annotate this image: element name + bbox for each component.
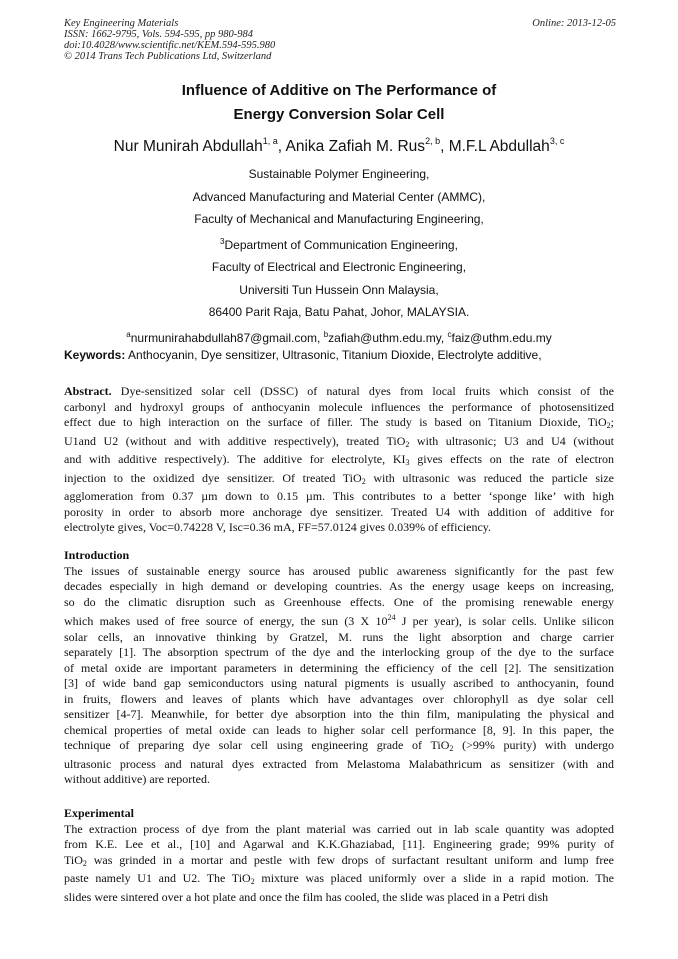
email-address[interactable]: nurmunirahabdullah87@gmail.com, (130, 330, 321, 345)
abstract-line: Abstract. Dye-sensitized solar cell (DSSC) of natural dyes from local fruits which consist of the (64, 384, 614, 398)
keywords (64, 348, 624, 362)
experimental-heading: Experimental (64, 806, 134, 820)
abstract-line: U1and U2 (without and with additive respectively), treated TiO$_2$ with ultrasonic; U3 and U4 (without (64, 433, 614, 449)
introduction-heading: Introduction (64, 548, 130, 562)
introduction-line: of metal oxide are important parameters in determining the efficiency of the cell [2]. The sensitization (64, 660, 614, 675)
introduction-line: in fruits, flowers and leaves of plants which have advantages over chlorophyll as dye solar cell (64, 691, 614, 706)
abstract-line: injection to the oxidized dye sensitizer. Of treated TiO$_2$ with ultrasonic was reduced the particle size (64, 470, 614, 486)
journal-header (64, 18, 616, 62)
abstract-line: electrolyte gives, Voc=0.74228 V, Isc=0.36 mA, FF=57.0124 gives 0.039% of efficiency. (64, 520, 492, 534)
issn-line: ISSN: 1662-9795, Vols. 594-595, pp 980-984 (64, 29, 253, 40)
affiliation-line: Advanced Manufacturing and Material Center (AMMC), (192, 189, 486, 204)
email-address[interactable]: zafiah@uthm.edu.my, (328, 330, 445, 345)
email-address[interactable]: faiz@uthm.edu.my (451, 330, 552, 345)
affiliation-text: Department of Communication Engineering, (224, 237, 458, 252)
introduction-line: decades especially in high demand or developing countries. As the energy usage keeps on increasing, (64, 579, 614, 593)
abstract-line: and with additive respectively). The additive for electrolyte, $KI_3$ gives effects on the rate of electron (64, 452, 614, 467)
author-sup: 1, a (262, 136, 278, 146)
author-name: Anika Zafiah M. Rus (285, 138, 426, 155)
abstract-section (64, 384, 614, 536)
introduction-line: [3] of wide band gap semiconductors using natural pigments is usually ascribed to anthocyanin, found (64, 676, 614, 690)
introduction-line: separately [1]. The absorption spectrum of the dye and the interlocking group of the dye to the surface (64, 645, 614, 659)
experimental-line: paste namely U1 and U2. The TiO$_2$ mixture was placed uniformly over a slide in a rapid motion. The (64, 871, 614, 886)
online-date: Online: 2013-12-05 (532, 18, 616, 29)
experimental-line: The extraction process of dye from the plant material was carried out in lab scale quantity was adopted (64, 821, 614, 836)
abstract-line: carbonyl and hydroxyl groups of anthocyanin molecule influences the performance of photosensitized (64, 399, 614, 414)
affiliation-line: Faculty of Electrical and Electronic Engineering, (211, 260, 467, 274)
affiliation-block (0, 163, 678, 349)
abstract-line: porosity in order to absorb more anchorage dye sensitizer. Treated U4 with addition of additive for (64, 504, 614, 519)
introduction-line: which makes used of free source of energy, the sun (3 X $10^{24}$ J per year), is solar cells. Unlike silicon (64, 613, 615, 628)
email-sup: a (126, 329, 131, 339)
introduction-line: technique of preparing dye solar cell using engineering grade of TiO$_2$ (>99% purity) with undergo (64, 738, 615, 753)
introduction-line: without additive) are reported. (64, 772, 210, 786)
abstract-line: effect due to high interaction on the surface of filler. The study is based on Titanium Dioxide, TiO$_2$; (64, 415, 614, 430)
author-list: Nur Munirah Abdullah$^{1, a}$, Anika Zafiah M. Rus$^{2, b}$, M.F.L Abdullah$^{3, c}$ (113, 136, 565, 155)
abstract-line: agglomeration from 0.37 µm down to 0.15 µm. This contributes to a better ‘sponge like’ with high (64, 489, 614, 503)
introduction-line: The issues of sustainable energy source has aroused public awareness significantly for the past few (64, 563, 614, 578)
email-sup: c (447, 329, 452, 339)
abstract-label: Abstract. (64, 384, 121, 398)
email-sup: b (323, 329, 329, 339)
introduction-line: solar cells, an innovative thinking by Gratzel, M. runs the light absorption and charge carrier (64, 629, 614, 644)
paper-title-line-1: Influence of Additive on The Performance of (181, 82, 497, 99)
author-sup: 3, c (549, 136, 565, 146)
introduction-line: sensitizer [4-7]. Meanwhile, for better dye absorption into the thin film, manipulating the physical and (64, 707, 614, 721)
affiliation-sup: 3 (220, 236, 225, 246)
keywords-text: Anthocyanin, Dye sensitizer, Ultrasonic, Titanium Dioxide, Electrolyte additive, (128, 348, 542, 362)
experimental-line: TiO$_2$ was grinded in a mortar and pestle with few drops of surfactant resultant uniform and lump free (64, 852, 614, 868)
doi-line: doi:10.4028/www.scientific.net/KEM.594-595.980 (64, 40, 276, 51)
author-sup: 2, b (425, 136, 441, 146)
author-name: Nur Munirah Abdullah (113, 138, 263, 155)
email-line (0, 324, 678, 350)
author-name: M.F.L Abdullah (448, 138, 550, 155)
keywords-label: Keywords: (64, 348, 126, 362)
experimental-line: from K.E. Lee et al., [10] and Agarwal and K.K.Ghaziabad, [11]. Engineering grade; 99% purity of (64, 837, 614, 851)
affiliation-line: Sustainable Polymer Engineering, (248, 167, 430, 181)
introduction-line: chemical properties of metal oxide can leads to higher solar cell performance [8, 9]. In this paper, the (64, 722, 614, 737)
journal-name: Key Engineering Materials (64, 18, 179, 29)
affiliation-line: Faculty of Mechanical and Manufacturing Engineering, (194, 212, 484, 226)
paper-title-line-2: Energy Conversion Solar Cell (233, 106, 445, 123)
experimental-section (64, 806, 614, 905)
affiliation-line: 86400 Parit Raja, Batu Pahat, Johor, MALAYSIA. (208, 305, 470, 319)
introduction-line: ultrasonic process and natural dyes extracted from Melastoma Malabathricum as sensitizer (with and (64, 756, 614, 771)
introduction-line: so do the climatic disruption such as Greenhouse effects. One of the promising renewable energy (64, 594, 614, 609)
affiliation-line (0, 231, 678, 257)
experimental-line: slides were sintered over a hot plate and once the film has cooled, the slide was placed in a Petri dish (64, 889, 549, 904)
introduction-section (64, 548, 614, 788)
affiliation-line: Universiti Tun Hussein Onn Malaysia, (239, 282, 439, 297)
copyright-line: © 2014 Trans Tech Publications Ltd, Switzerland (64, 51, 272, 62)
